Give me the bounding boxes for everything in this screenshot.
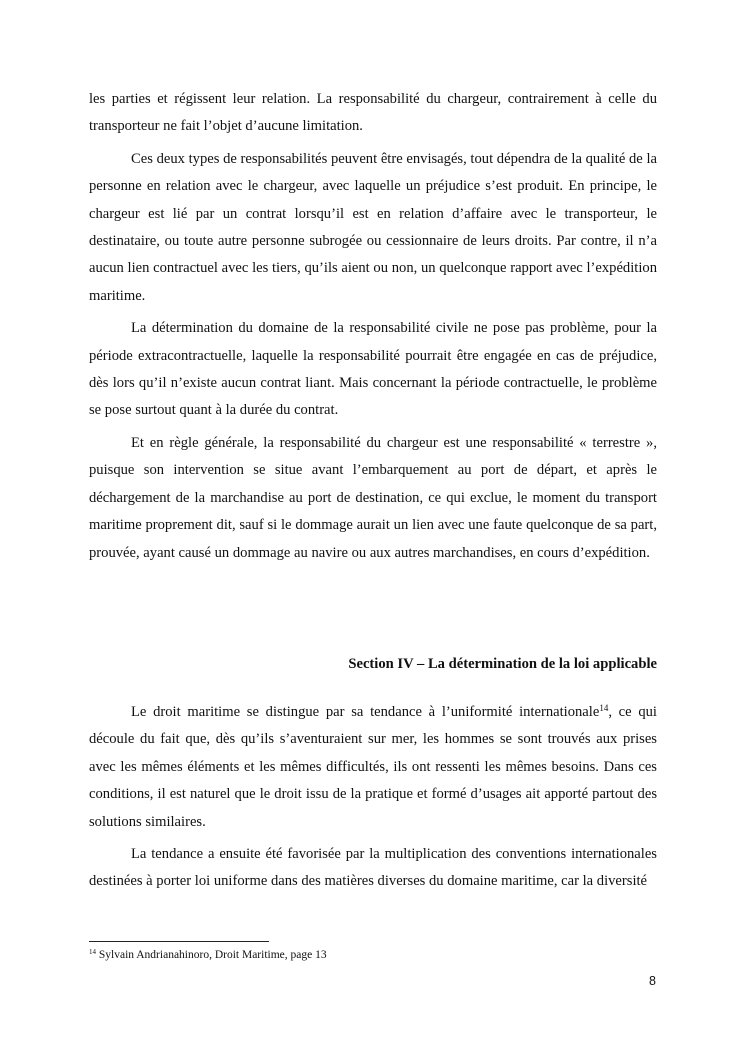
- footnote-separator: [89, 941, 269, 942]
- footnote-marker: 14: [89, 948, 96, 956]
- footnote: [89, 947, 327, 963]
- paragraph-5-start: Le droit maritime se distingue par sa tendance à l’uniformité internationale: [131, 704, 600, 720]
- paragraph-5: [89, 699, 657, 836]
- paragraph-1: les parties et régissent leur relation. La responsabilité du chargeur, contrairement à celle du transporteur ne fait l’objet d’aucune limitation.: [89, 91, 657, 135]
- body-text-top: [89, 86, 657, 572]
- body-text-bottom: [89, 699, 657, 901]
- footnote-reference[interactable]: 14: [599, 703, 609, 713]
- footnote-text: Sylvain Andrianahinoro, Droit Maritime, page 13: [96, 949, 327, 961]
- paragraph-3: La détermination du domaine de la responsabilité civile ne pose pas problème, pour la période extracontractuelle, laquelle la responsabilité pourrait être engagée en cas de préjudice, dès lors qu’il n’existe aucun contrat liant. Mais concernant la période contractuelle, le problème se pose surtout quant à la durée du contrat.: [89, 320, 657, 419]
- section-heading: Section IV – La détermination de la loi applicable: [348, 656, 657, 672]
- paragraph-6: La tendance a ensuite été favorisée par la multiplication des conventions internationales destinées à porter loi uniforme dans des matières diverses du domaine maritime, car la diversité: [89, 846, 657, 890]
- paragraph-2: Ces deux types de responsabilités peuvent être envisagés, tout dépendra de la qualité de la personne en relation avec le chargeur, avec laquelle un préjudice s’est produit. En principe, le chargeur est lié par un contrat lorsqu’il est en relation d’affaire avec le transporteur, le destinataire, ou toute autre personne subrogée ou cessionnaire de leurs droits. Par contre, il n’a aucun lien contractuel avec les tiers, qu’ils aient ou non, un quelconque rapport avec l’expédition maritime.: [89, 150, 657, 304]
- page-number: 8: [649, 974, 656, 988]
- paragraph-4: Et en règle générale, la responsabilité du chargeur est une responsabilité « terrestre », puisque son intervention se situe avant l’embarquement au port de départ, et après le déchargement de la marchandise au port de destination, ce qui exclue, le moment du transport maritime proprement dit, sauf si le dommage aurait un lien avec une faute quelconque de sa part, prouvée, ayant causé un dommage au navire ou aux autres marchandises, en cours d’expédition.: [89, 434, 657, 561]
- paragraph-5-end: , ce qui découle du fait que, dès qu’ils s’aventuraient sur mer, les hommes se sont trouvés aux prises avec les mêmes éléments et les mêmes difficultés, ils ont ressenti les mêmes besoins. Dans ces conditions, il est naturel que le droit issu de la pratique et formé d’usages ait apporté partout des solutions similaires.: [89, 704, 657, 830]
